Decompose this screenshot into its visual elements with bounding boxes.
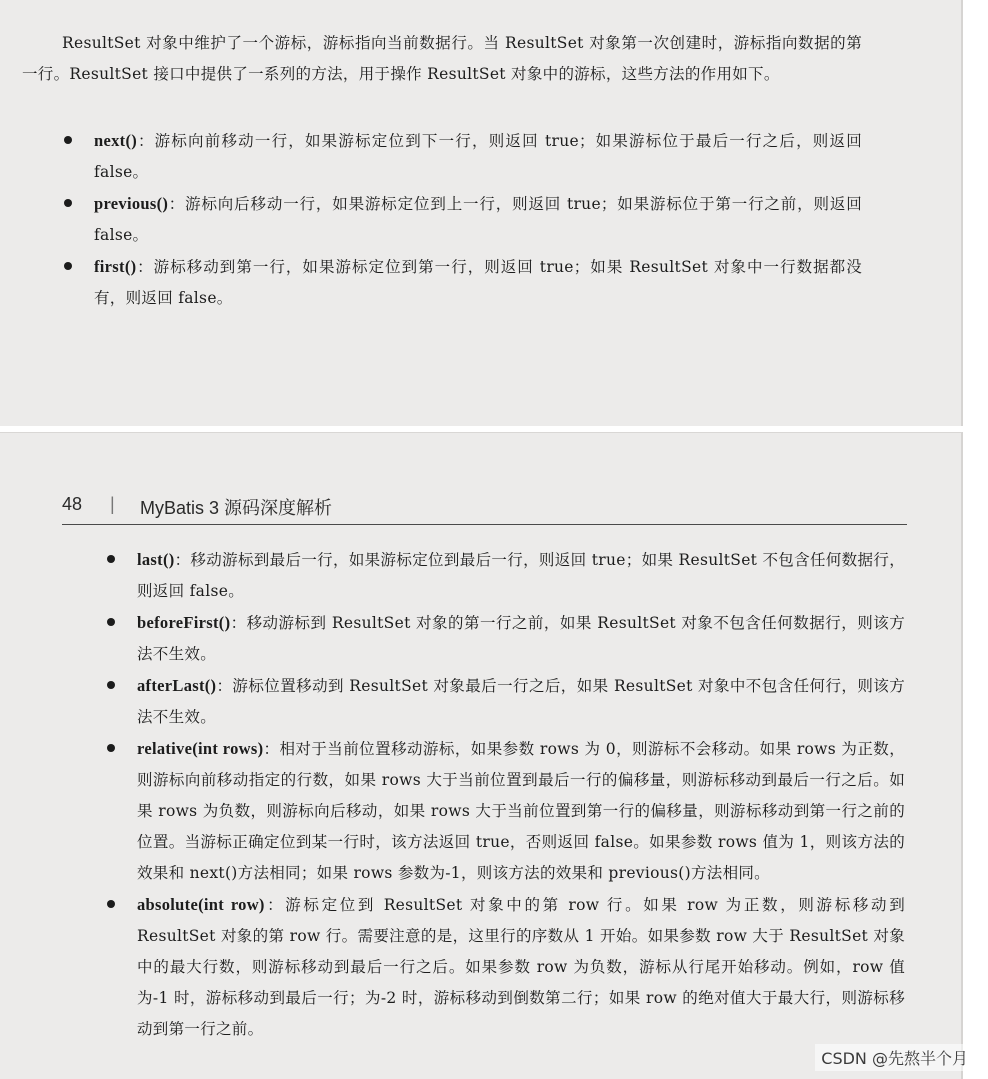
method-description: ：移动游标到 ResultSet 对象的第一行之前，如果 ResultSet 对象不包含任何数据行，则该方法不生效。 <box>137 614 905 663</box>
method-description: ：游标向前移动一行，如果游标定位到下一行，则返回 true；如果游标位于最后一行之后，则返回 false。 <box>94 132 862 181</box>
method-name: absolute(int row) <box>137 895 265 914</box>
csdn-watermark: CSDN @先熬半个月 <box>815 1044 974 1071</box>
list-item-after-last <box>105 670 905 733</box>
method-name: previous() <box>94 194 169 213</box>
header-separator: | <box>110 494 115 514</box>
list-item-previous <box>62 188 862 251</box>
list-item-before-first <box>105 607 905 670</box>
intro-paragraph: ResultSet 对象中维护了一个游标，游标指向当前数据行。当 ResultSet 对象第一次创建时，游标指向数据的第一行。ResultSet 接口中提供了一系列的方法，用于操作 ResultSet 对象中的游标，这些方法的作用如下。 <box>22 33 862 83</box>
method-name: beforeFirst() <box>137 613 231 632</box>
top-book-page <box>0 0 963 426</box>
method-description: ：游标移动到第一行，如果游标定位到第一行，则返回 true；如果 ResultSet 对象中一行数据都没有，则返回 false。 <box>94 258 862 307</box>
method-description: ：游标向后移动一行，如果游标定位到上一行，则返回 true；如果游标位于第一行之前，则返回 false。 <box>94 195 862 244</box>
method-name: afterLast() <box>137 676 217 695</box>
list-item-absolute <box>105 889 905 1045</box>
method-name: last() <box>137 550 175 569</box>
method-description: ：游标位置移动到 ResultSet 对象最后一行之后，如果 ResultSet 对象中不包含任何行，则该方法不生效。 <box>137 677 905 726</box>
page-number: 48 <box>62 494 83 514</box>
list-item-next <box>62 125 862 188</box>
bottom-method-list <box>105 544 905 1045</box>
method-name: next() <box>94 131 138 150</box>
list-item-relative <box>105 733 905 889</box>
page-header <box>62 490 907 525</box>
method-description: ：游标定位到 ResultSet 对象中的第 row 行。如果 row 为正数，则游标移动到 ResultSet 对象的第 row 行。需要注意的是，这里行的序数从 1 开始。如果参数 row 大于 ResultSet 对象中的最大行数，则游标移动到最后一行之后。如果参数 row 为负数，游标从行尾开始移动。例如，row 值为-1 时，游标移动到最后一行；为-2 时，游标移动到倒数第二行；如果 row 的绝对值大于最大行，则游标移动到第一行之前。 <box>137 896 905 1038</box>
list-item-last <box>105 544 905 607</box>
top-method-list <box>62 125 862 314</box>
method-name: relative(int rows) <box>137 739 264 758</box>
method-description: ：移动游标到最后一行，如果游标定位到最后一行，则返回 true；如果 ResultSet 不包含任何数据行，则返回 false。 <box>137 551 905 600</box>
method-description: ：相对于当前位置移动游标，如果参数 rows 为 0，则游标不会移动。如果 rows 为正数，则游标向前移动指定的行数，如果 rows 大于当前位置到最后一行的偏移量，则游标移动到最后一行之后。如果 rows 为负数，则游标向后移动，如果 rows 大于当前位置到第一行的偏移量，则游标移动到第一行之前的位置。当游标正确定位到某一行时，该方法返回 true，否则返回 false。如果参数 rows 值为 1，则该方法的效果和 next()方法相同；如果 rows 参数为-1，则该方法的效果和 previous()方法相同。 <box>137 740 906 882</box>
list-item-first <box>62 251 862 314</box>
book-title: MyBatis 3 源码深度解析 <box>140 498 333 518</box>
method-name: first() <box>94 257 137 276</box>
